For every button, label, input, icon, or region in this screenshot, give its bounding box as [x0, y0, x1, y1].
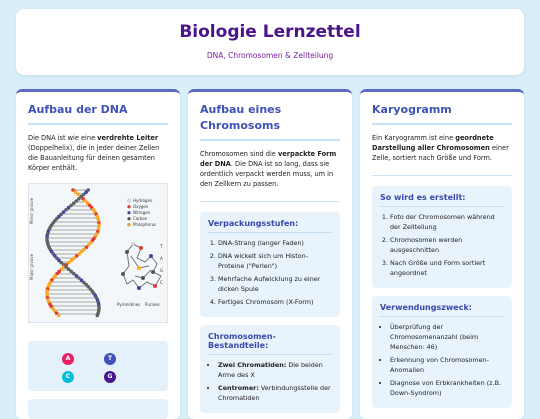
intro-text: . Die DNA ist so lang, dass sie ordentlich verpackt werden muss, um in den Zellkern zu passen. — [200, 160, 334, 188]
definition: Verbindungsstelle der Chromatiden — [218, 384, 331, 402]
page-title: Biologie Lernzettel — [179, 22, 361, 42]
legend-label: Nitrogen — [133, 210, 151, 215]
term: Centromer: — [218, 384, 259, 392]
list-item: • Diagnose von Erbkrankheiten (z.B. Down-Syndrom) — [390, 378, 504, 398]
divider — [372, 175, 512, 176]
list-item — [218, 383, 332, 403]
list-item: 1. Foto der Chromosomen während der Zellteilung — [390, 212, 504, 232]
list-item: 4. Fertiges Chromosom (X-Form) — [218, 297, 332, 307]
intro-highlight: geordnete Darstellung aller Chromosomen — [372, 134, 494, 152]
figure-label: Pyrimidines — [117, 302, 141, 307]
legend-label: Oxygen — [133, 204, 149, 209]
box-title: Verwendungszweck: — [380, 303, 504, 317]
base-badge — [62, 371, 74, 383]
list-item: 3. Mehrfache Aufwicklung zu einer dicken Spule — [218, 274, 332, 294]
term: Zwei Chromatiden: — [218, 361, 287, 369]
list-item: 3. Nach Größe und Form sortiert angeordnet — [390, 258, 504, 278]
base-letter: T — [107, 355, 113, 362]
definition: Die beiden Arme des X — [218, 361, 323, 379]
box-title: Verpackungsstufen: — [208, 219, 332, 233]
legend-label: Carbon — [133, 216, 148, 221]
base-label: G — [160, 268, 164, 273]
box-title: So wird es erstellt: — [380, 193, 504, 207]
karyogram-card — [360, 89, 524, 419]
chromosome-structure-card — [188, 89, 352, 419]
dna-structure-card — [16, 89, 180, 419]
card-intro — [28, 133, 168, 173]
base-badge — [62, 353, 74, 365]
usage-list — [380, 322, 504, 398]
intro-text: (Doppelhelix), die in jeder deiner Zellen die Bauanleitung für deinen gesamten Körper enthält. — [28, 144, 160, 172]
list-item: • Überprüfung der Chromosomenanzahl (beim Menschen: 46) — [390, 322, 504, 352]
intro-highlight: verdrehte Leiter — [97, 134, 159, 142]
groove-label: Minor groove — [29, 197, 34, 224]
card-intro — [200, 149, 340, 189]
intro-text: Die DNA ist wie eine — [28, 134, 98, 142]
box-title: Chromosomen-Bestandteile: — [208, 332, 332, 355]
legend-label: Hydrogen — [133, 198, 153, 203]
base-badge — [104, 371, 116, 383]
legend-swatch — [127, 223, 130, 226]
figure-label: Purines — [145, 302, 160, 307]
card-title: Karyogramm — [372, 102, 512, 125]
creation-steps-box — [372, 186, 512, 288]
base-badge — [104, 353, 116, 365]
packaging-steps-list — [208, 238, 332, 307]
card-title: Aufbau der DNA — [28, 102, 168, 125]
divider — [200, 201, 340, 202]
page-subtitle: DNA, Chromosomen & Zellteilung — [206, 51, 334, 60]
chromosome-parts-list — [208, 360, 332, 403]
packaging-steps-box — [200, 212, 340, 317]
chromosome-parts-box — [200, 325, 340, 413]
list-item — [218, 360, 332, 380]
base-label: T — [160, 244, 163, 249]
base-letter: C — [65, 373, 71, 380]
base-label: C — [160, 280, 163, 285]
list-item: 2. DNA wickelt sich um Histon-Proteine ("Perlen") — [218, 251, 332, 271]
usage-box — [372, 296, 512, 408]
intro-highlight: verpackte Form der DNA — [200, 150, 337, 168]
dna-helix-image — [28, 183, 168, 323]
legend-swatch — [127, 205, 130, 208]
list-item: 1. DNA-Strang (langer Faden) — [218, 238, 332, 248]
base-label: A — [160, 256, 163, 261]
groove-label: Major groove — [29, 253, 34, 280]
legend-label: Phosphorus — [133, 222, 157, 227]
intro-text: Chromosomen sind die — [200, 150, 278, 158]
base-pairs-panel — [28, 341, 168, 391]
page-header — [16, 9, 524, 75]
list-item: 2. Chromosomen werden ausgeschnitten — [390, 235, 504, 255]
base-letter: A — [65, 355, 71, 362]
intro-text: Ein Karyogramm ist eine — [372, 134, 456, 142]
legend-swatch — [127, 199, 130, 202]
base-letter: G — [107, 373, 113, 380]
card-title: Aufbau eines Chromosoms — [200, 102, 340, 141]
card-intro — [372, 133, 512, 163]
intro-text: einer Zelle, sortiert nach Größe und Form. — [372, 144, 509, 162]
legend-swatch — [127, 211, 130, 214]
list-item: • Erkennung von Chromosomen-Anomalien — [390, 355, 504, 375]
info-panel — [28, 399, 168, 419]
creation-steps-list — [380, 212, 504, 278]
legend-swatch — [127, 217, 130, 220]
dna-helix-illustration — [29, 184, 168, 320]
